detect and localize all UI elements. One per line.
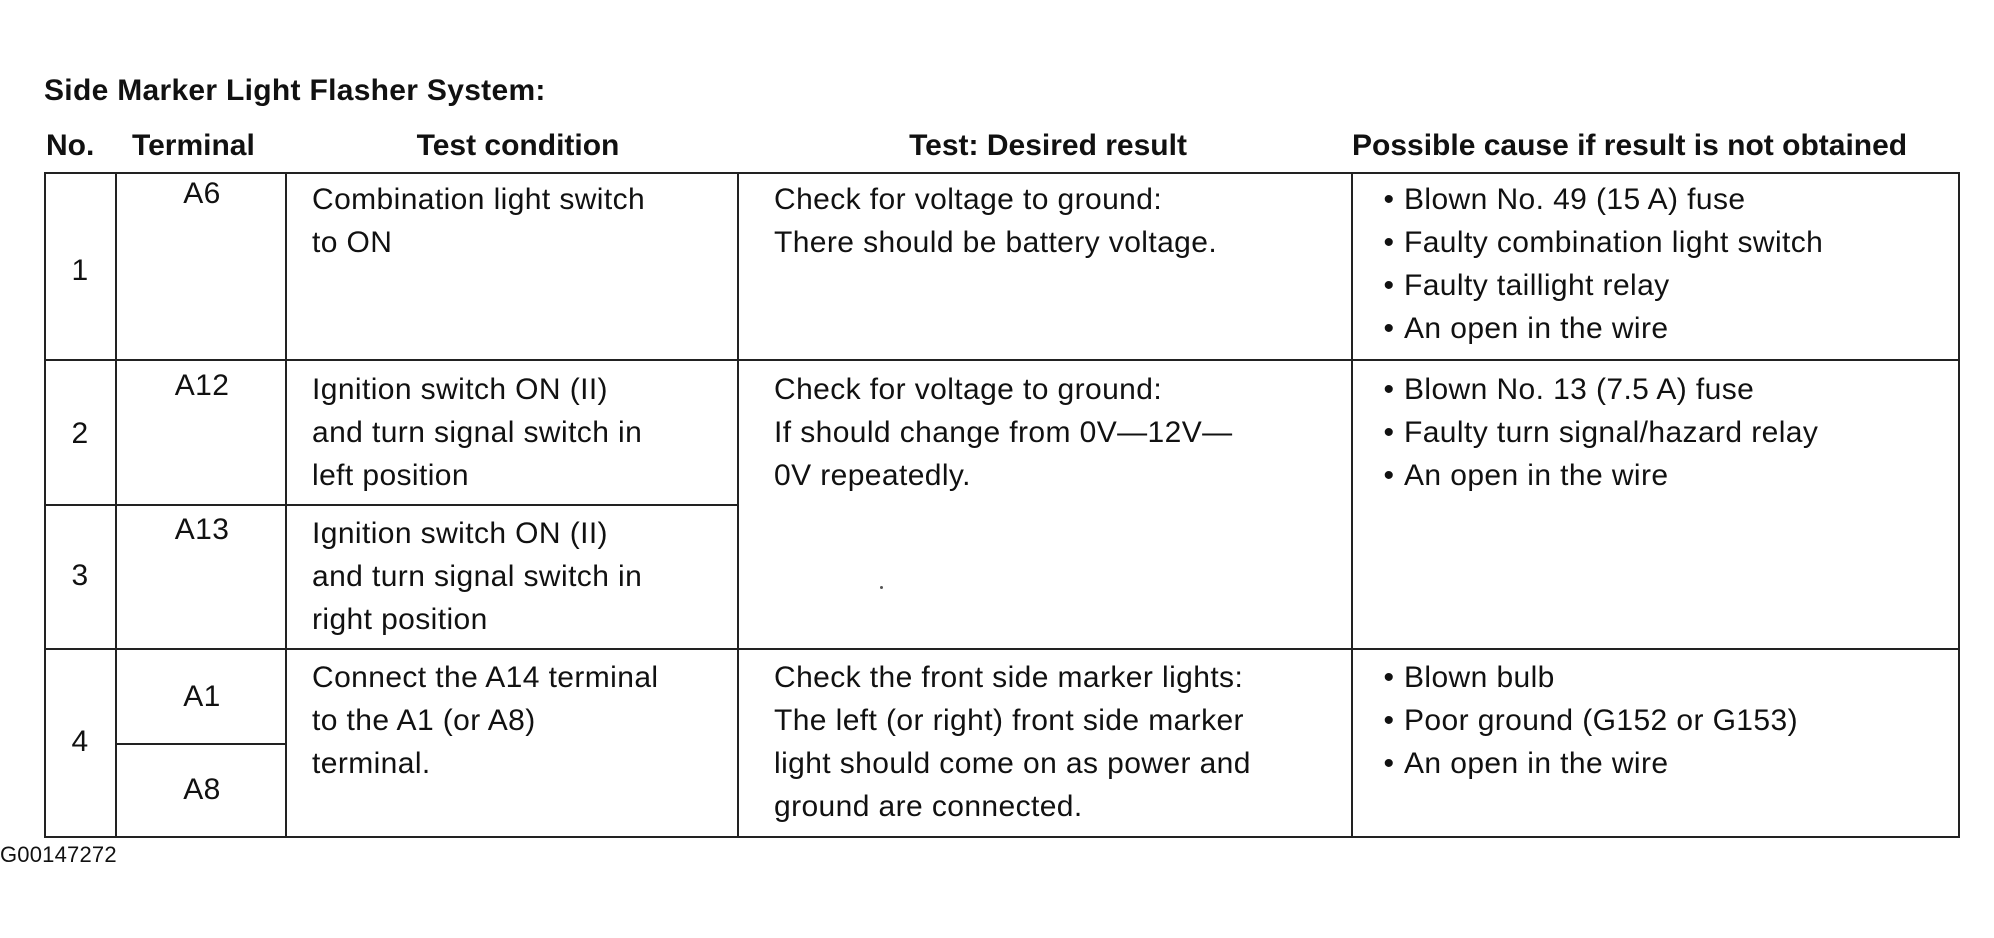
row-4-result: Check the front side marker lights: The left (or right) front side marker light should come on as power and ground are connected.	[774, 661, 1251, 823]
row-4-causes	[1374, 656, 1798, 785]
list-item: • Blown No. 13 (7.5 A) fuse	[1374, 368, 1818, 411]
row-4-terminal-a: A1	[183, 680, 221, 713]
row-2-terminal: A12	[174, 369, 230, 402]
header-terminal: Terminal	[132, 129, 255, 162]
row-4-condition: Connect the A14 terminal to the A1 (or A8) terminal.	[312, 661, 659, 780]
row-1-result: Check for voltage to ground: There should be battery voltage.	[774, 183, 1218, 259]
row-4-terminal-b: A8	[183, 773, 221, 806]
scan-speck	[880, 586, 883, 589]
row-2-3-result: Check for voltage to ground: If should change from 0V—12V— 0V repeatedly.	[774, 373, 1233, 492]
row-1-terminal: A6	[183, 177, 221, 210]
list-item: • An open in the wire	[1374, 742, 1798, 785]
figure-id: G00147272	[0, 842, 117, 867]
row-2-number: 2	[71, 417, 89, 450]
header-test-condition: Test condition	[416, 129, 620, 162]
row-4-number: 4	[71, 725, 89, 758]
header-no: No.	[46, 129, 95, 162]
list-item: • Faulty turn signal/hazard relay	[1374, 411, 1818, 454]
list-item: • Blown No. 49 (15 A) fuse	[1374, 178, 1823, 221]
row-2-condition: Ignition switch ON (II) and turn signal switch in left position	[312, 373, 643, 492]
row-1-condition: Combination light switch to ON	[312, 183, 646, 259]
row-1-causes	[1374, 178, 1823, 350]
row-2-3-causes	[1374, 368, 1818, 497]
diagnostic-table	[44, 172, 1960, 838]
list-item: • An open in the wire	[1374, 454, 1818, 497]
list-item: • Faulty taillight relay	[1374, 264, 1823, 307]
header-possible-cause: Possible cause if result is not obtained	[1352, 129, 1908, 162]
row-3-condition: Ignition switch ON (II) and turn signal switch in right position	[312, 517, 643, 636]
list-item: • Faulty combination light switch	[1374, 221, 1823, 264]
list-item: • An open in the wire	[1374, 307, 1823, 350]
list-item: • Blown bulb	[1374, 656, 1798, 699]
row-3-number: 3	[71, 559, 89, 592]
table-title: Side Marker Light Flasher System:	[44, 74, 546, 107]
row-1-number: 1	[71, 254, 89, 287]
row-3-terminal: A13	[174, 513, 230, 546]
header-desired-result: Test: Desired result	[909, 129, 1187, 162]
list-item: • Poor ground (G152 or G153)	[1374, 699, 1798, 742]
